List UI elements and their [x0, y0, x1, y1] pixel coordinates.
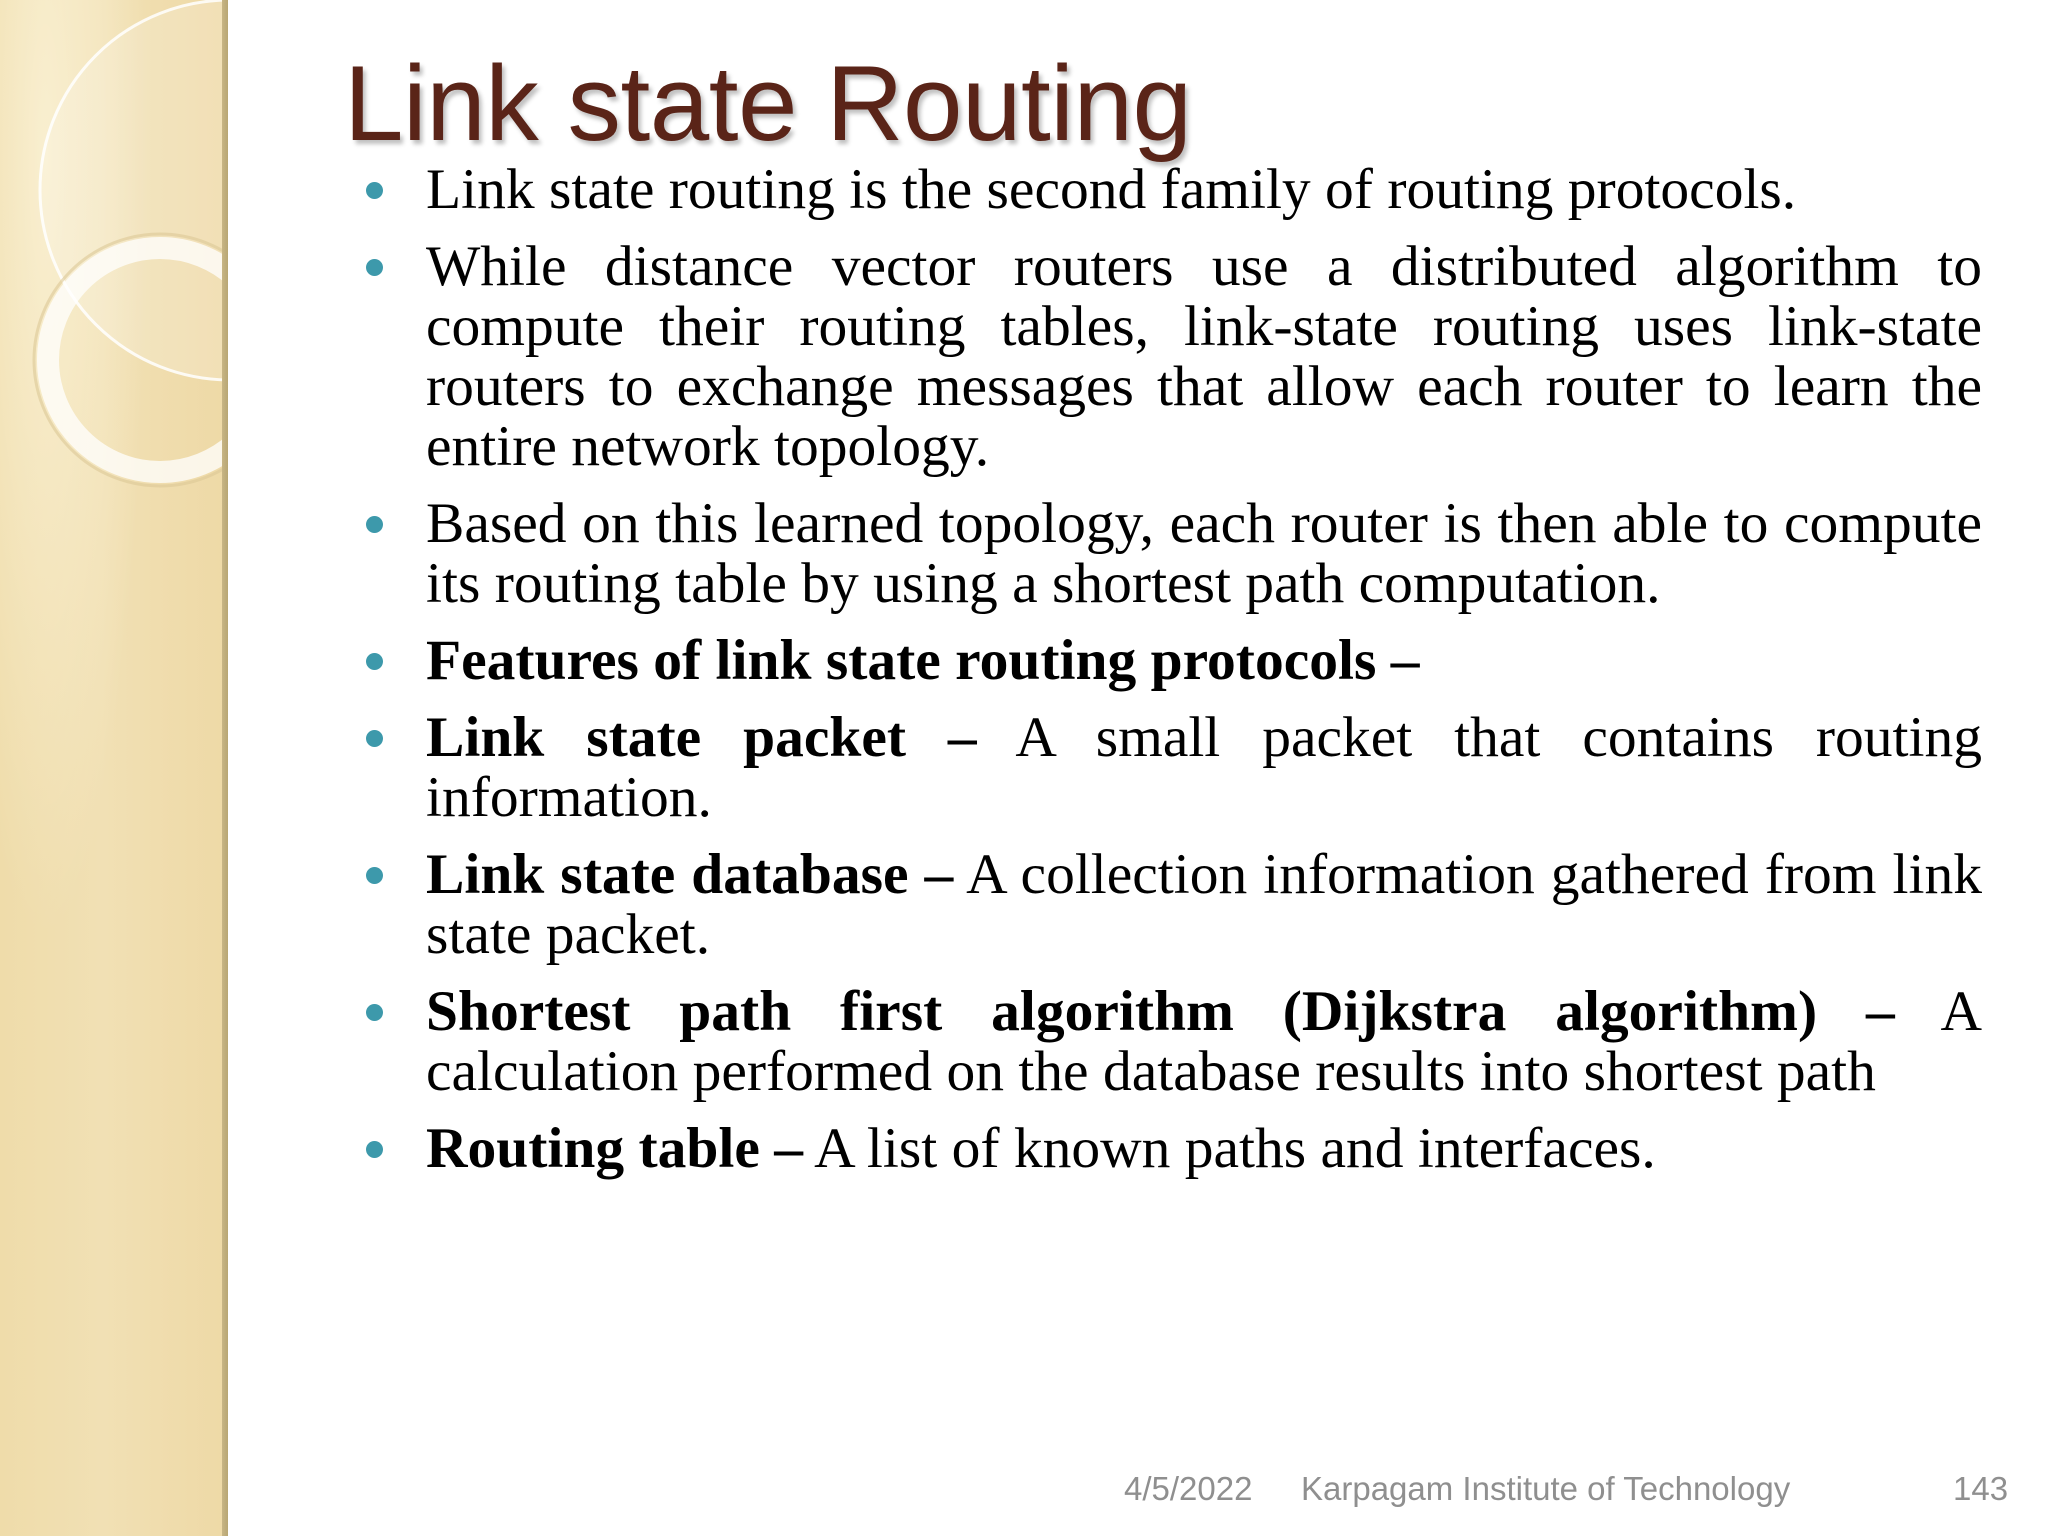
bullet-item — [426, 1119, 1982, 1179]
bullet-term: Link state database – — [426, 843, 954, 906]
bullet-term: Features of link state routing protocols – — [426, 629, 1420, 692]
bullet-item — [426, 708, 1982, 828]
bullet-term: Link state packet – — [426, 706, 977, 769]
bullet-marker-icon — [366, 653, 383, 670]
bullet-item — [426, 494, 1982, 614]
bullet-text: A calculation performed on the database results into shortest path — [426, 980, 1982, 1103]
bullet-item — [426, 982, 1982, 1102]
footer-page-number: 143 — [1953, 1470, 2009, 1507]
bullet-list — [0, 160, 2048, 1196]
bullet-term: Routing table – — [426, 1117, 803, 1180]
bullet-term: Shortest path first algorithm (Dijkstra algorithm) – — [426, 980, 1895, 1043]
bullet-item — [426, 631, 1982, 691]
slide-title: Link state Routing — [344, 43, 1192, 163]
footer-date: 4/5/2022 — [1124, 1470, 1253, 1507]
bullet-marker-icon — [366, 516, 383, 533]
bullet-marker-icon — [366, 867, 383, 884]
bullet-item — [426, 237, 1982, 477]
bullet-text: Link state routing is the second family of routing protocols. — [426, 158, 1797, 221]
bullet-text: A small packet that contains routing information. — [426, 706, 1982, 829]
bullet-text: While distance vector routers use a distributed algorithm to compute their routing tables, link-state routing uses link-state routers to exchange messages that allow each router to learn the entire network topology. — [426, 235, 1982, 478]
bullet-text: A collection information gathered from link state packet. — [426, 843, 1982, 966]
bullet-text: A list of known paths and interfaces. — [802, 1117, 1656, 1180]
bullet-marker-icon — [366, 1141, 383, 1158]
bullet-item — [426, 845, 1982, 965]
bullet-marker-icon — [366, 259, 383, 276]
bullet-text: Based on this learned topology, each router is then able to compute its routing table by using a shortest path computation. — [426, 492, 1982, 615]
bullet-marker-icon — [366, 182, 383, 199]
bullet-marker-icon — [366, 730, 383, 747]
footer-organization: Karpagam Institute of Technology — [1301, 1470, 1791, 1507]
bullet-item — [426, 160, 1982, 220]
bullet-marker-icon — [366, 1004, 383, 1021]
